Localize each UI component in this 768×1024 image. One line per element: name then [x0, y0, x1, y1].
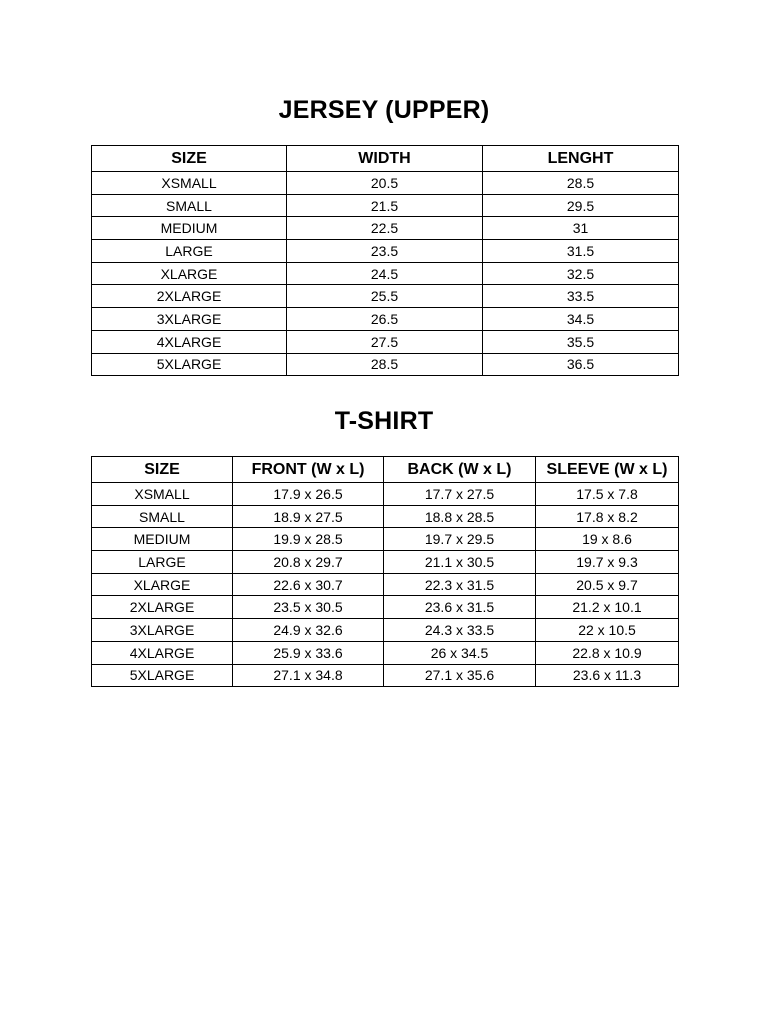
jersey-header-size: SIZE [92, 146, 287, 172]
sleeve-cell: 21.2 x 10.1 [536, 596, 679, 619]
width-cell: 27.5 [287, 330, 483, 353]
size-cell: 4XLARGE [92, 330, 287, 353]
table-row [92, 619, 679, 642]
sleeve-cell: 20.5 x 9.7 [536, 573, 679, 596]
length-cell: 32.5 [483, 262, 679, 285]
table-row [92, 240, 679, 263]
width-cell: 20.5 [287, 172, 483, 195]
jersey-size-table [91, 145, 679, 376]
table-row [92, 596, 679, 619]
size-cell: 4XLARGE [92, 641, 233, 664]
sleeve-cell: 22 x 10.5 [536, 619, 679, 642]
length-cell: 35.5 [483, 330, 679, 353]
size-cell: XLARGE [92, 573, 233, 596]
size-cell: MEDIUM [92, 217, 287, 240]
width-cell: 26.5 [287, 308, 483, 331]
sleeve-cell: 19.7 x 9.3 [536, 551, 679, 574]
size-cell: XSMALL [92, 172, 287, 195]
back-cell: 23.6 x 31.5 [384, 596, 536, 619]
length-cell: 31.5 [483, 240, 679, 263]
size-cell: XSMALL [92, 483, 233, 506]
front-cell: 20.8 x 29.7 [233, 551, 384, 574]
table-row [92, 285, 679, 308]
table-row [92, 217, 679, 240]
width-cell: 21.5 [287, 194, 483, 217]
jersey-header-row [92, 146, 679, 172]
tshirt-header-size: SIZE [92, 457, 233, 483]
length-cell: 28.5 [483, 172, 679, 195]
tshirt-header-row [92, 457, 679, 483]
tshirt-header-front: FRONT (W x L) [233, 457, 384, 483]
jersey-title: JERSEY (UPPER) [278, 96, 490, 124]
front-cell: 19.9 x 28.5 [233, 528, 384, 551]
sleeve-cell: 19 x 8.6 [536, 528, 679, 551]
front-cell: 22.6 x 30.7 [233, 573, 384, 596]
back-cell: 18.8 x 28.5 [384, 505, 536, 528]
back-cell: 22.3 x 31.5 [384, 573, 536, 596]
size-cell: 5XLARGE [92, 664, 233, 687]
size-cell: SMALL [92, 505, 233, 528]
size-cell: 2XLARGE [92, 596, 233, 619]
front-cell: 24.9 x 32.6 [233, 619, 384, 642]
table-row [92, 505, 679, 528]
size-cell: 2XLARGE [92, 285, 287, 308]
back-cell: 17.7 x 27.5 [384, 483, 536, 506]
table-row [92, 172, 679, 195]
front-cell: 27.1 x 34.8 [233, 664, 384, 687]
front-cell: 18.9 x 27.5 [233, 505, 384, 528]
table-row [92, 262, 679, 285]
table-row [92, 528, 679, 551]
tshirt-size-table [91, 456, 679, 687]
front-cell: 23.5 x 30.5 [233, 596, 384, 619]
table-row [92, 330, 679, 353]
size-cell: 3XLARGE [92, 619, 233, 642]
size-cell: SMALL [92, 194, 287, 217]
sleeve-cell: 17.5 x 7.8 [536, 483, 679, 506]
table-row [92, 483, 679, 506]
size-cell: XLARGE [92, 262, 287, 285]
size-cell: 5XLARGE [92, 353, 287, 376]
back-cell: 24.3 x 33.5 [384, 619, 536, 642]
back-cell: 26 x 34.5 [384, 641, 536, 664]
tshirt-header-back: BACK (W x L) [384, 457, 536, 483]
length-cell: 33.5 [483, 285, 679, 308]
table-row [92, 308, 679, 331]
sleeve-cell: 23.6 x 11.3 [536, 664, 679, 687]
table-row [92, 353, 679, 376]
length-cell: 36.5 [483, 353, 679, 376]
jersey-header-length: LENGHT [483, 146, 679, 172]
front-cell: 17.9 x 26.5 [233, 483, 384, 506]
back-cell: 27.1 x 35.6 [384, 664, 536, 687]
width-cell: 28.5 [287, 353, 483, 376]
table-row [92, 641, 679, 664]
tshirt-header-sleeve: SLEEVE (W x L) [536, 457, 679, 483]
width-cell: 24.5 [287, 262, 483, 285]
sleeve-cell: 22.8 x 10.9 [536, 641, 679, 664]
tshirt-title: T-SHIRT [334, 407, 434, 435]
width-cell: 22.5 [287, 217, 483, 240]
jersey-header-width: WIDTH [287, 146, 483, 172]
table-row [92, 573, 679, 596]
back-cell: 21.1 x 30.5 [384, 551, 536, 574]
width-cell: 23.5 [287, 240, 483, 263]
length-cell: 34.5 [483, 308, 679, 331]
sleeve-cell: 17.8 x 8.2 [536, 505, 679, 528]
table-row [92, 664, 679, 687]
length-cell: 29.5 [483, 194, 679, 217]
back-cell: 19.7 x 29.5 [384, 528, 536, 551]
size-cell: 3XLARGE [92, 308, 287, 331]
table-row [92, 194, 679, 217]
size-cell: MEDIUM [92, 528, 233, 551]
size-cell: LARGE [92, 551, 233, 574]
table-row [92, 551, 679, 574]
front-cell: 25.9 x 33.6 [233, 641, 384, 664]
width-cell: 25.5 [287, 285, 483, 308]
size-cell: LARGE [92, 240, 287, 263]
length-cell: 31 [483, 217, 679, 240]
